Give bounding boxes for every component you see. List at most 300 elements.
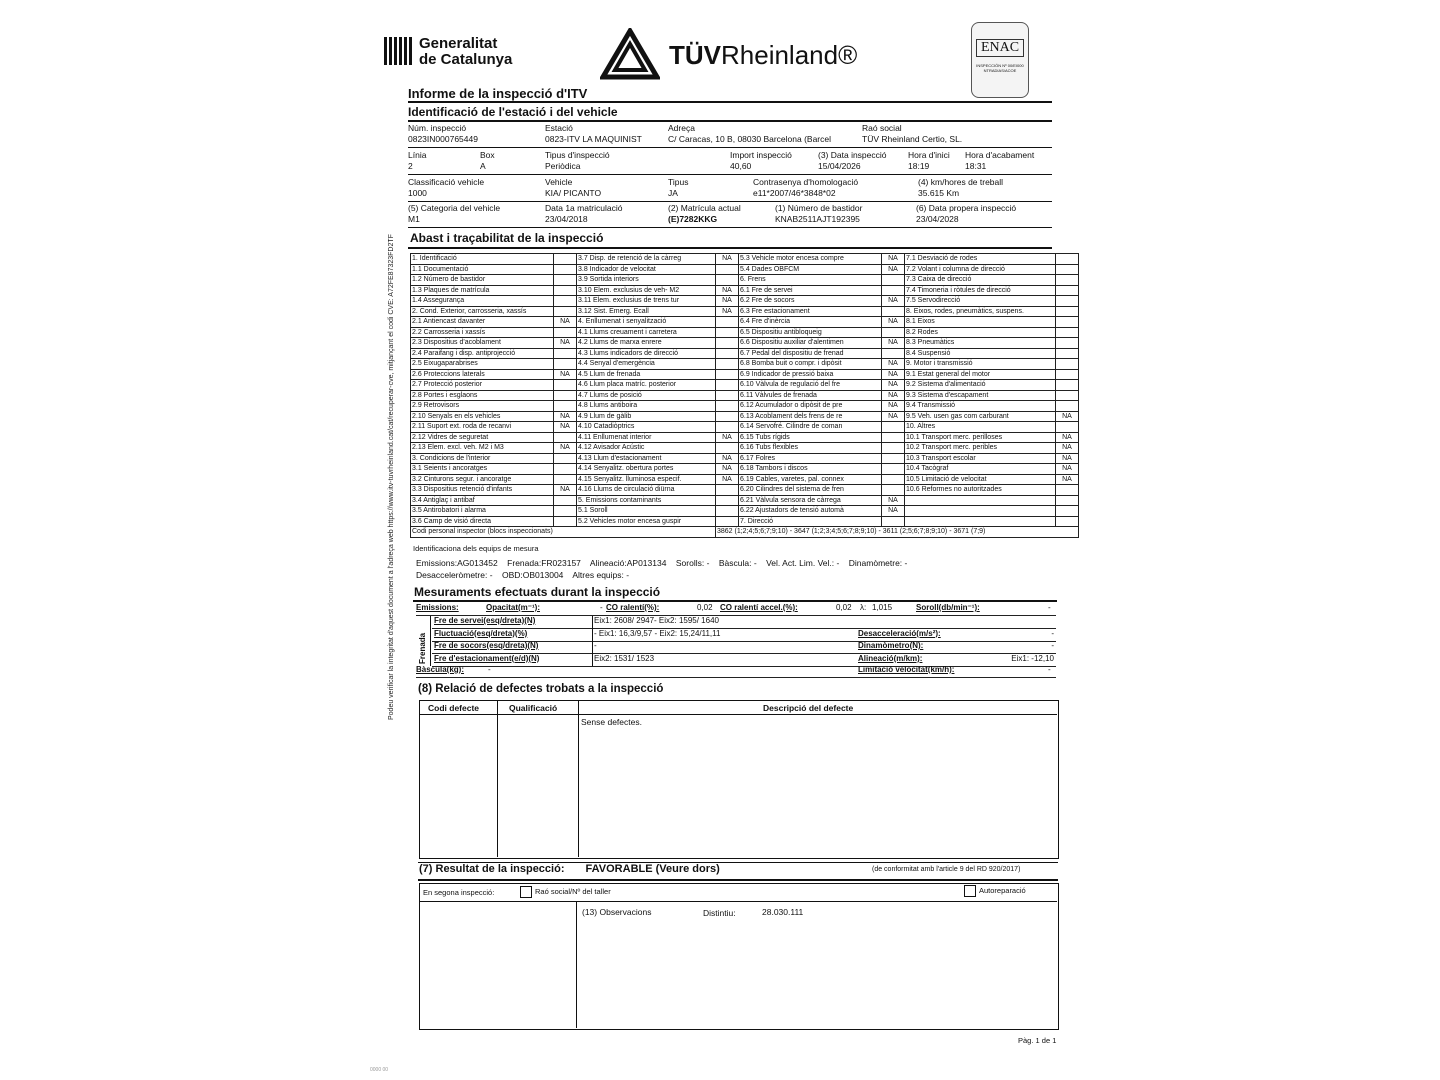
scope-item: 4.13 Llum d'estacionament — [577, 453, 716, 464]
ident-value: A — [480, 161, 486, 171]
scope-status — [716, 485, 739, 496]
defects-section-title: (8) Relació de defectes trobats a la inspecció — [418, 683, 664, 695]
scope-status: NA — [554, 422, 577, 433]
scope-row — [411, 474, 1079, 485]
scope-status — [1056, 380, 1079, 391]
scope-item: 6.19 Cables, varetes, pal. connex — [739, 474, 882, 485]
defects-col-qualification: Qualificació — [509, 703, 558, 713]
ident-value: C/ Caracas, 10 B, 08030 Barcelona (Barcel — [668, 134, 832, 144]
scope-table — [410, 253, 1079, 538]
ident-label: Raó social — [862, 123, 902, 133]
tuv-brand-bold: TÜV — [669, 40, 721, 70]
scope-status: NA — [554, 485, 577, 496]
scope-item — [905, 495, 1056, 506]
enac-seal — [971, 22, 1029, 98]
scope-item: 1. Identificació — [411, 254, 554, 265]
scope-item: 6.11 Vàlvules de frenada — [739, 390, 882, 401]
scope-row — [411, 453, 1079, 464]
scope-item: 4.7 Llums de posició — [577, 390, 716, 401]
brake-value: - Eix1: 16,3/9,57 - Eix2: 15,24/11,11 — [594, 628, 721, 638]
scope-status: NA — [882, 264, 905, 275]
scope-item — [905, 506, 1056, 517]
scope-status — [1056, 369, 1079, 380]
soroll-value: - — [1048, 603, 1051, 612]
extra-label: Alineació(m/km): — [858, 653, 923, 663]
scope-status — [554, 464, 577, 475]
scope-status: NA — [716, 453, 739, 464]
equipment-line2: Desacceleròmetre: - OBD:OB013004 Altres equips: - — [416, 570, 630, 580]
ident-value: 40,60 — [730, 161, 752, 171]
result-note: (de conformitat amb l'article 9 del RD 920/2017) — [872, 866, 1021, 873]
scope-status: NA — [882, 380, 905, 391]
scope-row — [411, 443, 1079, 454]
brake-row — [432, 629, 1056, 642]
bascula-label: Bàscula(kg): — [416, 665, 465, 674]
scope-status: NA — [716, 296, 739, 307]
defects-col-description: Descripció del defecte — [763, 703, 854, 713]
scope-status: NA — [716, 254, 739, 265]
scope-status: NA — [882, 506, 905, 517]
scope-item: 4.1 Llums creuament i carretera — [577, 327, 716, 338]
scope-item: 4.16 Llums de circulació diürna — [577, 485, 716, 496]
scope-status — [882, 485, 905, 496]
ident-label: Contrasenya d'homologació — [753, 177, 859, 187]
scope-row — [411, 317, 1079, 328]
scope-item: 9.3 Sistema d'escapament — [905, 390, 1056, 401]
scope-status — [882, 474, 905, 485]
ident-label: Classificació vehicle — [408, 177, 485, 187]
frenada-side-label: Frenada — [418, 632, 427, 664]
ident-label: Estació — [545, 123, 573, 133]
footer-small: 0000 00 — [370, 1067, 389, 1073]
scope-status — [1056, 485, 1079, 496]
distintiu-label: Distintiu: — [703, 908, 736, 918]
ident-label: Box — [480, 150, 495, 160]
ident-label: (4) km/hores de treball — [918, 177, 1004, 187]
ident-label: Tipus — [668, 177, 689, 187]
ident-value: 0823IN000765449 — [408, 134, 478, 144]
scope-item: 4.12 Avisador Acústic — [577, 443, 716, 454]
scope-item: 5.1 Soroll — [577, 506, 716, 517]
scope-item: 4.3 Llums indicadors de direcció — [577, 348, 716, 359]
emissions-label: Emissions: — [416, 603, 459, 612]
scope-item: 8.4 Suspensió — [905, 348, 1056, 359]
scope-item: 6.20 Cilindres del sistema de fren — [739, 485, 882, 496]
scope-item: 7.4 Timoneria i ròtules de direcció — [905, 285, 1056, 296]
result-label: (7) Resultat de la inspecció: — [419, 863, 565, 875]
scope-status — [882, 516, 905, 527]
scope-item: 1.4 Assegurança — [411, 296, 554, 307]
scope-item: 4.9 Llum de gàlib — [577, 411, 716, 422]
scope-status: NA — [882, 317, 905, 328]
scope-item: 1.1 Documentació — [411, 264, 554, 275]
scope-status — [554, 506, 577, 517]
scope-item: 10.2 Transport merc. peribles — [905, 443, 1056, 454]
scope-row — [411, 285, 1079, 296]
scope-status — [716, 338, 739, 349]
brake-row — [432, 616, 1056, 629]
scope-item: 5. Emissions contaminants — [577, 495, 716, 506]
autoreparacio-label: Autoreparació — [979, 885, 1026, 895]
extra-label: Desacceleració(m/s²): — [858, 628, 941, 638]
ident-label: (5) Categoria del vehicle — [408, 203, 501, 213]
scope-item: 5.4 Dades OBFCM — [739, 264, 882, 275]
ident-value: 23/04/2018 — [545, 214, 588, 224]
brake-value: Eix2: 1531/ 1523 — [594, 653, 655, 663]
brake-value: - — [594, 641, 597, 650]
second-inspection-label: En segona inspecció: — [423, 888, 495, 897]
inspector-code-value: 3862 (1;2;4;5;6;7;9;10) - 3647 (1;2;3;4;5;6;7;8;9;10) - 3611 (2;5;6;7;8;9;10) - 3671 (7;9) — [716, 527, 1079, 538]
opacitat-label: Opacitat(m⁻¹): — [486, 603, 540, 612]
ident-label: Tipus d'inspecció — [545, 150, 610, 160]
ident-label: Línia — [408, 150, 427, 160]
gencat-logo — [383, 35, 413, 67]
scope-row — [411, 506, 1079, 517]
opacitat-value: - — [600, 603, 603, 612]
scope-status — [716, 264, 739, 275]
scope-item: 4.5 Llum de frenada — [577, 369, 716, 380]
scope-status: NA — [882, 411, 905, 422]
ident-label: Adreça — [668, 123, 695, 133]
scope-item: 6.17 Folres — [739, 453, 882, 464]
scope-item: 2.5 Eixugaparabrises — [411, 359, 554, 370]
scope-status: NA — [1056, 411, 1079, 422]
scope-status: NA — [1056, 443, 1079, 454]
scope-item: 3.1 Seients i ancoratges — [411, 464, 554, 475]
scope-item: 5.2 Vehicles motor encesa guspir — [577, 516, 716, 527]
scope-status: NA — [882, 254, 905, 265]
extra-value: - — [1051, 628, 1054, 638]
scope-status — [716, 411, 739, 422]
scope-item: 6.7 Pedal del dispositiu de frenad — [739, 348, 882, 359]
scope-status — [882, 432, 905, 443]
gencat-name-line1: Generalitat — [419, 35, 498, 52]
ident-label: (3) Data inspecció — [818, 150, 887, 160]
ident-value: 0823-ITV LA MAQUINIST — [545, 134, 642, 144]
scope-status — [882, 348, 905, 359]
tuv-brand-light: Rheinland® — [721, 40, 858, 70]
scope-status — [882, 422, 905, 433]
ident-value: 35.615 Km — [918, 188, 960, 198]
scope-item: 2. Cond. Exterior, carrosseria, xassís — [411, 306, 554, 317]
scope-item: 6.1 Fre de servei — [739, 285, 882, 296]
scope-item: 4.6 Llum placa matríc. posterior — [577, 380, 716, 391]
brake-label: Fre de socors(esq/dreta)(N) — [434, 641, 539, 650]
scope-status: NA — [716, 285, 739, 296]
equipment-title: Identificaciona dels equips de mesura — [413, 544, 539, 553]
scope-status — [554, 474, 577, 485]
scope-item: 7.1 Desviació de rodes — [905, 254, 1056, 265]
result-value: FAVORABLE (Veure dors) — [585, 863, 720, 875]
scope-status — [1056, 285, 1079, 296]
scope-item: 8. Eixos, rodes, pneumàtics, suspens. — [905, 306, 1056, 317]
scope-status: NA — [882, 296, 905, 307]
scope-item: 10.3 Transport escolar — [905, 453, 1056, 464]
scope-status — [554, 495, 577, 506]
scope-status: NA — [1056, 432, 1079, 443]
scope-status — [716, 443, 739, 454]
scope-row — [411, 411, 1079, 422]
scope-item: 4.14 Senyalitz. obertura portes — [577, 464, 716, 475]
scope-status — [882, 453, 905, 464]
scope-status — [716, 275, 739, 286]
scope-item: 3.5 Antirobatori i alarma — [411, 506, 554, 517]
scope-item: 3.7 Disp. de retenció de la càrreg — [577, 254, 716, 265]
ident-value: 1000 — [408, 188, 427, 198]
scope-row — [411, 306, 1079, 317]
enac-subtext: INSPECCIÓN Nº 00/EI000 NTRADIAS/ACOE — [976, 63, 1024, 73]
ident-value: KIA/ PICANTO — [545, 188, 602, 198]
scope-status — [554, 285, 577, 296]
scope-item: 2.12 Vidres de seguretat — [411, 432, 554, 443]
ident-label: (2) Matrícula actual — [668, 203, 741, 213]
ident-value: Periòdica — [545, 161, 581, 171]
scope-item: 10.5 Limitació de velocitat — [905, 474, 1056, 485]
scope-item: 10. Altres — [905, 422, 1056, 433]
ident-label: Import inspecció — [730, 150, 792, 160]
scope-status — [1056, 317, 1079, 328]
scope-item: 3.8 Indicador de velocitat — [577, 264, 716, 275]
ident-value: 15/04/2026 — [818, 161, 861, 171]
scope-item: 3.3 Dispositius retenció d'infants — [411, 485, 554, 496]
scope-row — [411, 254, 1079, 265]
scope-status — [554, 306, 577, 317]
scope-row — [411, 485, 1079, 496]
scope-status: NA — [716, 432, 739, 443]
ident-value: 18:19 — [908, 161, 930, 171]
scope-status: NA — [882, 338, 905, 349]
scope-item: 4.15 Senyalitz. lluminosa especif. — [577, 474, 716, 485]
scope-status: NA — [554, 411, 577, 422]
ident-label: (1) Número de bastidor — [775, 203, 863, 213]
co-value: 0,02 — [697, 603, 713, 612]
scope-status: NA — [554, 317, 577, 328]
scope-status: NA — [882, 401, 905, 412]
scope-item: 6.4 Fre d'inèrcia — [739, 317, 882, 328]
scope-item: 3.6 Camp de visió directa — [411, 516, 554, 527]
measurements-section-title: Mesuraments efectuats durant la inspecció — [414, 585, 661, 599]
co-label: CO ralentí(%): — [606, 603, 660, 612]
scope-item: 10.4 Tacògraf — [905, 464, 1056, 475]
workshop-checkbox[interactable] — [520, 886, 532, 898]
enac-logo-text: ENAC — [976, 39, 1024, 57]
scope-status — [716, 380, 739, 391]
ident-value: 2 — [408, 161, 413, 171]
verification-sidetext: Podeu verificar la integritat d'aquest document a l'adreça web https://www.itv-tuvrheinland.cat/cat/recuperar-cve, mitjançant el codi CVE: A72FE87323FD2TF — [388, 234, 395, 720]
scope-status — [1056, 348, 1079, 359]
scope-status — [716, 327, 739, 338]
scope-item: 3.4 Antiglaç i antibaf — [411, 495, 554, 506]
lambda-value: 1,015 — [872, 603, 893, 612]
scope-item: 6.12 Acumulador o dipòsit de pre — [739, 401, 882, 412]
scope-status — [1056, 338, 1079, 349]
scope-status — [554, 296, 577, 307]
report-title: Informe de la inspecció d'ITV — [408, 86, 588, 101]
scope-row — [411, 495, 1079, 506]
ident-value: 23/04/2028 — [916, 214, 959, 224]
distintiu-value: 28.030.111 — [762, 907, 804, 917]
scope-row — [411, 401, 1079, 412]
identification-section-title: Identificació de l'estació i del vehicle — [408, 105, 618, 119]
scope-item: 2.10 Senyals en els vehicles — [411, 411, 554, 422]
scope-status: NA — [1056, 474, 1079, 485]
autoreparacio-checkbox[interactable] — [964, 885, 976, 897]
scope-status — [882, 306, 905, 317]
scope-item: 2.8 Portes i esglaons — [411, 390, 554, 401]
brake-label: Fre de servei(esq/dreta)(N) — [434, 616, 536, 625]
gencat-name-line2: de Catalunya — [419, 51, 513, 68]
scope-row — [411, 327, 1079, 338]
scope-status — [1056, 422, 1079, 433]
ident-label: Vehicle — [545, 177, 573, 187]
scope-status — [554, 432, 577, 443]
scope-status — [554, 254, 577, 265]
scope-item: 6.10 Vàlvula de regulació del fre — [739, 380, 882, 391]
ident-value: (E)7282KKG — [668, 214, 718, 224]
scope-item: 9.4 Transmissió — [905, 401, 1056, 412]
scope-status — [882, 275, 905, 286]
scope-status — [882, 285, 905, 296]
scope-status — [716, 401, 739, 412]
scope-status — [716, 516, 739, 527]
second-inspection-box — [419, 883, 1059, 1030]
scope-status: NA — [1056, 453, 1079, 464]
ident-value: KNAB2511AJT192395 — [775, 214, 860, 224]
scope-status — [554, 275, 577, 286]
scope-row — [411, 338, 1079, 349]
scope-item: 3.12 Sist. Emerg. Ecall — [577, 306, 716, 317]
limit-value: - — [1048, 665, 1051, 674]
scope-status — [1056, 264, 1079, 275]
scope-status: NA — [554, 338, 577, 349]
brake-value: Eix1: 2608/ 2947- Eix2: 1595/ 1640 — [594, 616, 719, 625]
scope-status — [1056, 506, 1079, 517]
scope-row — [411, 432, 1079, 443]
brake-label: Fluctuació(esq/dreta)(%) — [434, 628, 528, 638]
scope-row — [411, 296, 1079, 307]
scope-status — [1056, 296, 1079, 307]
extra-value: - — [1051, 641, 1054, 650]
scope-item: 6.13 Acoblament dels frens de re — [739, 411, 882, 422]
ident-label: (6) Data propera inspecció — [916, 203, 1017, 213]
scope-status — [1056, 495, 1079, 506]
scope-item: 4.2 Llums de marxa enrere — [577, 338, 716, 349]
scope-status: NA — [716, 464, 739, 475]
scope-item: 2.2 Carrosseria i xassís — [411, 327, 554, 338]
scope-row — [411, 422, 1079, 433]
scope-item: 2.3 Dispositius d'acoblament — [411, 338, 554, 349]
scope-item: 2.1 Antiencast davanter — [411, 317, 554, 328]
scope-status — [1056, 516, 1079, 527]
scope-status: NA — [716, 474, 739, 485]
scope-status — [1056, 275, 1079, 286]
scope-item: 3. Condicions de l'interior — [411, 453, 554, 464]
scope-status — [554, 327, 577, 338]
scope-status — [554, 264, 577, 275]
scope-row — [411, 359, 1079, 370]
scope-item: 6.22 Ajustadors de tensió automà — [739, 506, 882, 517]
scope-row — [411, 275, 1079, 286]
scope-item: 1.3 Plaques de matrícula — [411, 285, 554, 296]
ident-label: Núm. inspecció — [408, 123, 467, 133]
scope-item: 3.10 Elem. exclusius de veh- M2 — [577, 285, 716, 296]
equipment-line1: Emissions:AG013452 Frenada:FR023157 Alineació:AP013134 Sorolls: - Bàscula: - Vel. Act. Lim. Vel.: - Dinamòmetre: - — [416, 558, 908, 568]
scope-item: 2.9 Retrovisors — [411, 401, 554, 412]
scope-status — [716, 495, 739, 506]
co-accel-value: 0,02 — [836, 603, 852, 612]
scope-item: 6.6 Dispositiu auxiliar d'alentimen — [739, 338, 882, 349]
defects-table — [419, 700, 1059, 859]
scope-status — [554, 401, 577, 412]
ident-value: 18:31 — [965, 161, 987, 171]
scope-status — [554, 359, 577, 370]
scope-item: 3.9 Sortida interiors — [577, 275, 716, 286]
scope-item: 9.1 Estat general del motor — [905, 369, 1056, 380]
scope-item: 3.2 Cinturons segur. i ancoratge — [411, 474, 554, 485]
ident-label: Hora d'acabament — [965, 150, 1035, 160]
scope-item: 7.5 Servodirecció — [905, 296, 1056, 307]
scope-item: 6.15 Tubs rígids — [739, 432, 882, 443]
scope-item: 6.16 Tubs flexibles — [739, 443, 882, 454]
scope-item: 6.5 Dispositiu antibloqueig — [739, 327, 882, 338]
scope-item: 6. Frens — [739, 275, 882, 286]
scope-item: 8.1 Eixos — [905, 317, 1056, 328]
defects-col-code: Codi defecte — [428, 703, 480, 713]
scope-item: 4.10 Catadiòptrics — [577, 422, 716, 433]
scope-item: 2.4 Paraifang i disp. antiprojecció — [411, 348, 554, 359]
workshop-label: Raó social/Nº del taller — [535, 886, 611, 896]
scope-status — [716, 390, 739, 401]
ident-value: TÜV Rheinland Certio, SL. — [862, 134, 963, 144]
scope-item: 9. Motor i transmissió — [905, 359, 1056, 370]
ident-value: e11*2007/46*3848*02 — [753, 188, 836, 198]
scope-item: 2.11 Suport ext. roda de recanvi — [411, 422, 554, 433]
scope-section-title: Abast i traçabilitat de la inspecció — [410, 231, 604, 245]
scope-item: 6.21 Vàlvula sensora de càrrega — [739, 495, 882, 506]
inspector-code-label: Codi personal inspector (blocs inspeccionats) — [411, 527, 716, 538]
scope-status — [882, 327, 905, 338]
scope-status: NA — [882, 495, 905, 506]
scope-item: 7. Direcció — [739, 516, 882, 527]
scope-item: 6.3 Fre estacionament — [739, 306, 882, 317]
scope-item: 2.7 Protecció posterior — [411, 380, 554, 391]
ident-value: JA — [668, 188, 678, 198]
scope-item: 4.4 Senyal d'emergència — [577, 359, 716, 370]
scope-row — [411, 464, 1079, 475]
ident-value: M1 — [408, 214, 420, 224]
scope-status: NA — [554, 369, 577, 380]
scope-status: NA — [882, 369, 905, 380]
scope-status — [716, 348, 739, 359]
scope-row — [411, 380, 1079, 391]
scope-status — [716, 317, 739, 328]
scope-status: NA — [1056, 464, 1079, 475]
brake-label: Fre d'estacionament(e/d)(N) — [434, 653, 540, 663]
ident-label: Data 1a matriculació — [545, 203, 623, 213]
scope-row — [411, 264, 1079, 275]
scope-status — [1056, 359, 1079, 370]
scope-status: NA — [882, 390, 905, 401]
scope-item: 6.9 Indicador de pressió baixa — [739, 369, 882, 380]
scope-item: 4.11 Enllumenat interior — [577, 432, 716, 443]
scope-item: 2.13 Elem. excl. veh. M2 i M3 — [411, 443, 554, 454]
scope-status — [554, 348, 577, 359]
extra-label: Dinamòmetro(N): — [858, 641, 924, 650]
observations-label: (13) Observacions — [582, 907, 652, 917]
co-accel-label: CO ralentí accel.(%): — [720, 603, 798, 612]
scope-item: 5.3 Vehicle motor encesa compre — [739, 254, 882, 265]
brake-row — [432, 641, 1056, 654]
